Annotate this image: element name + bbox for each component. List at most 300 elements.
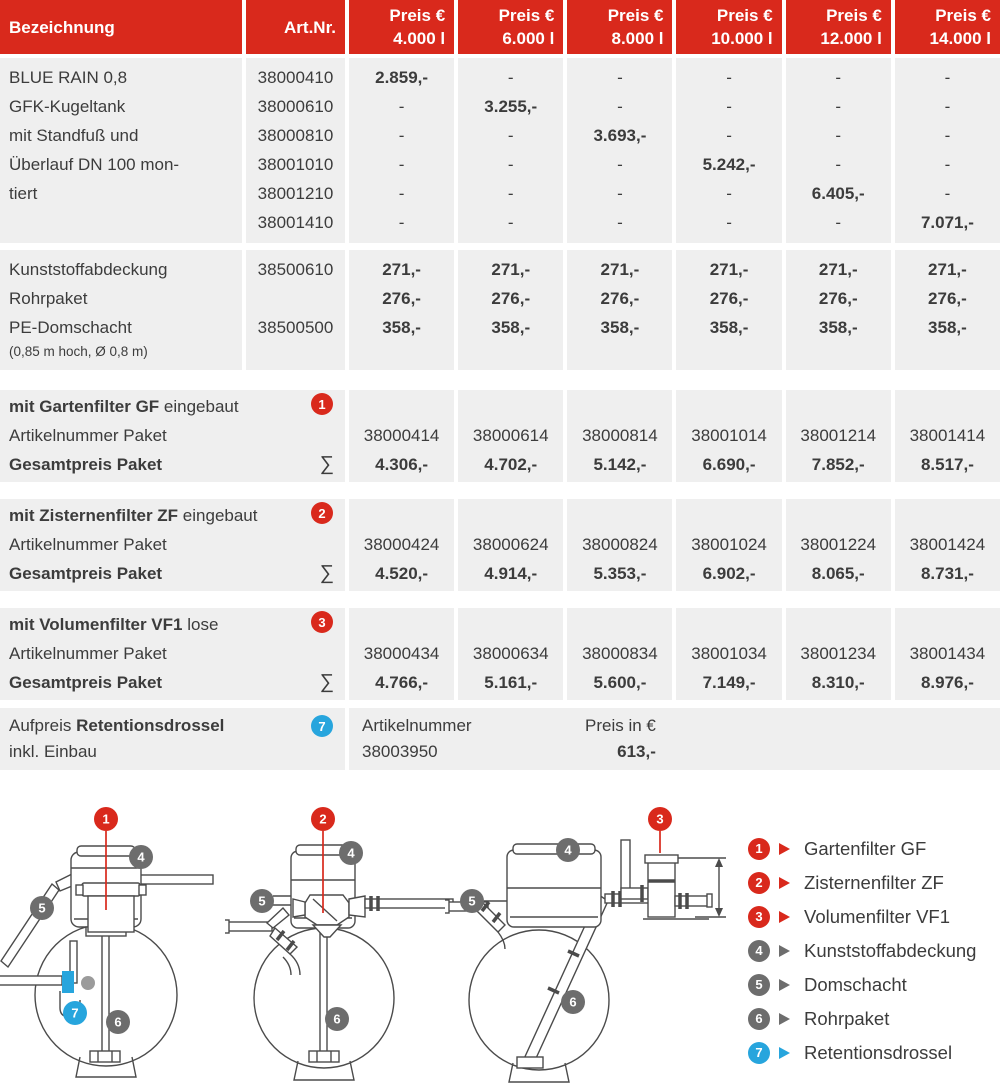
package-title-rest: eingebaut [159, 397, 239, 416]
package-total-cell: 7.149,- [702, 673, 756, 692]
legend-badge: 4 [748, 940, 770, 962]
marker-5 [460, 889, 484, 913]
pipe-foot [309, 1051, 339, 1062]
package-price-block [895, 608, 1000, 700]
price-cell: 276,- [818, 289, 858, 308]
price-cell: 271,- [709, 260, 749, 279]
accessory-label-line: PE-Domschacht [9, 318, 132, 337]
throttle-knob [81, 976, 95, 990]
marker-2 [311, 807, 335, 831]
price-cell: 358,- [600, 318, 640, 337]
product-description-line: Überlauf DN 100 mon- [9, 155, 180, 174]
price-cell: - [507, 68, 514, 87]
package-badge: 2 [311, 502, 333, 524]
package-artnr-cell: 38001014 [691, 426, 767, 445]
artnr-cell: 38001210 [257, 184, 334, 203]
price-label: Preis € [498, 6, 555, 25]
empty-cell [786, 392, 891, 421]
price-cell: - [398, 97, 405, 116]
legend-item [748, 1042, 976, 1064]
svg-text:5: 5 [468, 893, 476, 909]
artnr-cell: 38000410 [257, 68, 334, 87]
surcharge-artnr-value: 38003950 [362, 742, 438, 761]
marker-5 [30, 896, 54, 920]
surcharge-title-prefix: Aufpreis [9, 716, 77, 735]
package-price-block [676, 390, 781, 482]
package-title [0, 610, 345, 639]
price-cell: - [398, 213, 405, 232]
package-label-block [0, 608, 345, 700]
legend-arrow-icon [779, 1047, 790, 1059]
artnr-cell [246, 284, 345, 313]
package-title-bold: mit Zisternenfilter ZF [9, 506, 179, 525]
marker-3 [648, 807, 672, 831]
empty-cell [676, 392, 781, 421]
section-accessories [0, 250, 1000, 370]
artnr-cell: 38500500 [257, 318, 334, 337]
marker-4 [339, 841, 363, 865]
price-cell: - [726, 213, 732, 232]
svg-text:4: 4 [347, 845, 355, 861]
package-title [0, 392, 345, 421]
legend-badge: 5 [748, 974, 770, 996]
column-header-size-6 [895, 0, 1000, 54]
price-cell: - [835, 155, 842, 174]
marker-6 [561, 990, 585, 1014]
legend-badge: 6 [748, 1008, 770, 1030]
price-cell: - [617, 68, 623, 87]
price-column-block [786, 250, 891, 370]
price-cell: 276,- [382, 289, 421, 308]
product-description-line: mit Standfuß und [9, 126, 139, 145]
pipe-foot [90, 1051, 120, 1062]
package-total-cell: 7.852,- [811, 455, 865, 474]
column-header-size-2 [458, 0, 563, 54]
package-artnr-cell: 38000614 [472, 426, 549, 445]
price-cell: 271,- [600, 260, 640, 279]
surcharge-badge: 7 [311, 715, 333, 737]
artnr-cell: 38000810 [257, 126, 334, 145]
surcharge-price-label: Preis in € [585, 716, 656, 735]
package-total-cell: 8.731,- [920, 564, 974, 583]
package-artnr-cell: 38001414 [909, 426, 986, 445]
zisternenfilter-body [305, 895, 349, 925]
surcharge-title-bold: Retentionsdrossel [76, 716, 225, 735]
price-cell: - [944, 97, 951, 116]
price-column-block [567, 250, 672, 370]
package-price-block [567, 608, 672, 700]
marker-6 [106, 1010, 130, 1034]
package-total-line [0, 668, 345, 697]
legend-arrow-icon [779, 843, 790, 855]
price-cell: - [944, 184, 951, 203]
price-label: Preis € [607, 6, 664, 25]
price-cell: - [398, 155, 405, 174]
sigma-symbol: ∑ [319, 562, 334, 584]
price-cell: 6.405,- [811, 184, 865, 203]
price-cell: 276,- [928, 289, 967, 308]
package-badge: 3 [311, 611, 333, 633]
price-cell: - [835, 97, 842, 116]
marker-5 [250, 889, 274, 913]
price-cell: 276,- [709, 289, 749, 308]
price-column-block [567, 58, 672, 243]
empty-cell [676, 610, 781, 639]
product-artnr-block [246, 58, 345, 243]
package-total-cell: 5.353,- [593, 564, 647, 583]
legend-label: Gartenfilter GF [804, 838, 927, 859]
package-artnr-cell: 38001034 [691, 644, 767, 663]
accessory-label-line: Rohrpaket [9, 289, 88, 308]
empty-cell [786, 610, 891, 639]
price-column-block [895, 250, 1000, 370]
package-price-block [349, 390, 454, 482]
marker-1 [94, 807, 118, 831]
price-cell: 276,- [600, 289, 640, 308]
price-cell: 358,- [709, 318, 749, 337]
empty-cell [458, 501, 563, 530]
gartenfilter-body [88, 896, 134, 932]
package-artnr-cell: 38001214 [800, 426, 877, 445]
price-cell: - [398, 126, 405, 145]
package-artnr-cell: 38000424 [363, 535, 440, 554]
marker-7 [63, 1001, 87, 1025]
package-total-cell: 4.702,- [484, 455, 538, 474]
empty-cell [676, 501, 781, 530]
package-artnr-cell: 38001224 [800, 535, 877, 554]
package-total-line [0, 450, 345, 479]
volumenfilter-body [648, 858, 675, 917]
package-artnr-label: Artikelnummer Paket [9, 535, 167, 554]
sigma-symbol: ∑ [319, 453, 334, 475]
package-artnr-cell: 38001024 [691, 535, 767, 554]
surcharge-value-block [349, 708, 1000, 770]
legend-label: Retentionsdrossel [804, 1042, 953, 1063]
legend-item [748, 838, 976, 860]
legend-item [748, 1008, 976, 1030]
section-package-2 [0, 499, 1000, 591]
domschacht-pipe [1, 884, 59, 967]
price-label: Preis € [716, 6, 773, 25]
price-cell: 271,- [818, 260, 858, 279]
package-price-block [676, 499, 781, 591]
svg-text:2: 2 [319, 811, 327, 827]
legend-label: Zisternenfilter ZF [804, 872, 944, 893]
price-cell: - [726, 126, 732, 145]
price-cell: - [507, 126, 514, 145]
price-cell: - [617, 155, 623, 174]
package-title-bold: mit Volumenfilter VF1 [9, 615, 183, 634]
price-column-block [349, 250, 454, 370]
price-cell: - [944, 126, 951, 145]
marker-6 [325, 1007, 349, 1031]
svg-text:6: 6 [114, 1014, 122, 1030]
price-cell: - [726, 68, 732, 87]
legend-item [748, 906, 976, 928]
package-title-rest: eingebaut [178, 506, 258, 525]
price-cell: - [944, 68, 951, 87]
package-label-block [0, 499, 345, 591]
package-total-label: Gesamtpreis Paket [9, 455, 163, 474]
accessory-label-line: Kunststoffabdeckung [9, 260, 168, 279]
product-description-line [0, 208, 242, 237]
column-header-size-4 [676, 0, 781, 54]
artnr-cell: 38001410 [257, 213, 334, 232]
size-label: 8.000 l [611, 29, 664, 48]
price-cell: 2.859,- [375, 68, 429, 87]
price-cell: - [398, 184, 405, 203]
legend-label: Volumenfilter VF1 [804, 906, 951, 927]
legend-arrow-icon [779, 877, 790, 889]
price-column-block [676, 250, 781, 370]
marker-4 [556, 838, 580, 862]
legend-badge: 3 [748, 906, 770, 928]
legend-badge: 7 [748, 1042, 770, 1064]
package-total-cell: 4.306,- [375, 455, 429, 474]
legend-item [748, 940, 976, 962]
legend-arrow-icon [779, 979, 790, 991]
price-cell: - [617, 213, 623, 232]
legend-arrow-icon [779, 1013, 790, 1025]
empty-cell [349, 392, 454, 421]
package-title-bold: mit Gartenfilter GF [9, 397, 160, 416]
size-label: 14.000 l [929, 29, 991, 48]
column-header-bezeichnung: Bezeichnung [0, 0, 242, 54]
package-total-cell: 6.902,- [702, 564, 756, 583]
package-total-cell: 5.600,- [593, 673, 647, 692]
package-total-cell: 4.766,- [375, 673, 429, 692]
section-package-1 [0, 390, 1000, 482]
diagram-volumenfilter-tank [445, 795, 745, 1084]
filter-clamp [82, 883, 140, 896]
price-cell: - [726, 97, 732, 116]
riser-pipe [621, 840, 630, 890]
product-description-block [0, 58, 242, 243]
size-label: 12.000 l [820, 29, 882, 48]
package-artnr-label: Artikelnummer Paket [9, 426, 167, 445]
price-column-block [349, 58, 454, 243]
package-price-block [349, 499, 454, 591]
rohrpaket-pipe [102, 931, 109, 1053]
package-total-cell: 4.520,- [375, 564, 429, 583]
cover-stub [56, 874, 72, 891]
price-column-block [895, 58, 1000, 243]
price-cell: - [617, 97, 623, 116]
package-price-block [895, 390, 1000, 482]
package-artnr-cell: 38000634 [472, 644, 549, 663]
package-price-block [676, 608, 781, 700]
price-cell: 358,- [491, 318, 531, 337]
package-badge: 1 [311, 393, 333, 415]
legend [748, 838, 976, 1076]
empty-cell [567, 392, 672, 421]
sigma-symbol: ∑ [319, 671, 334, 693]
legend-item [748, 872, 976, 894]
size-label: 6.000 l [502, 29, 555, 48]
package-artnr-cell: 38000414 [363, 426, 440, 445]
diagram-zisternenfilter-tank [225, 795, 455, 1084]
package-total-label: Gesamtpreis Paket [9, 673, 163, 692]
package-artnr-label: Artikelnummer Paket [9, 644, 167, 663]
section-product [0, 58, 1000, 243]
legend-label: Domschacht [804, 974, 907, 995]
size-label: 10.000 l [711, 29, 773, 48]
package-total-cell: 8.976,- [920, 673, 974, 692]
svg-text:4: 4 [564, 842, 572, 858]
price-cell: 271,- [491, 260, 531, 279]
package-total-cell: 8.065,- [811, 564, 865, 583]
package-title [0, 501, 345, 530]
empty-cell [458, 392, 563, 421]
svg-text:1: 1 [102, 811, 110, 827]
package-total-cell: 5.142,- [593, 455, 647, 474]
package-price-block [567, 499, 672, 591]
svg-text:5: 5 [38, 900, 46, 916]
legend-label: Rohrpaket [804, 1008, 890, 1029]
price-cell: 271,- [928, 260, 967, 279]
inlet-pipe [0, 976, 62, 985]
legend-item [748, 974, 976, 996]
package-artnr-cell: 38000824 [582, 535, 658, 554]
price-cell: 271,- [382, 260, 421, 279]
legend-badge: 2 [748, 872, 770, 894]
column-header-size-1 [349, 0, 454, 54]
column-header-size-5 [786, 0, 891, 54]
legend-arrow-icon [779, 911, 790, 923]
surcharge-label-block [0, 708, 345, 770]
package-artnr-cell: 38000814 [582, 426, 658, 445]
column-header-size-3 [567, 0, 672, 54]
surcharge-price-value: 613,- [617, 742, 656, 761]
surcharge-title [0, 713, 345, 739]
price-cell: - [507, 155, 514, 174]
package-price-block [458, 608, 563, 700]
legend-badge: 1 [748, 838, 770, 860]
package-total-line [0, 559, 345, 588]
product-description-line: tiert [9, 184, 38, 203]
accessory-note: (0,85 m hoch, Ø 0,8 m) [9, 344, 148, 359]
price-cell: 358,- [382, 318, 421, 337]
section-package-3 [0, 608, 1000, 700]
package-title-rest: lose [182, 615, 219, 634]
price-cell: - [507, 213, 514, 232]
price-cell: 276,- [491, 289, 531, 308]
empty-cell [786, 501, 891, 530]
package-artnr-cell: 38001434 [909, 644, 986, 663]
package-price-block [567, 390, 672, 482]
package-price-block [786, 608, 891, 700]
legend-arrow-icon [779, 945, 790, 957]
price-label: Preis € [935, 6, 991, 25]
column-header-artnr: Art.Nr. [246, 0, 345, 54]
price-column-block [458, 250, 563, 370]
rohrpaket-pipe [320, 928, 327, 1053]
cover-lid [513, 844, 595, 854]
price-cell: 358,- [928, 318, 967, 337]
surcharge-price [585, 713, 656, 765]
tank-base [294, 1061, 354, 1080]
filter-port-right [349, 896, 365, 917]
artnr-cell: 38001010 [257, 155, 334, 174]
package-price-block [349, 608, 454, 700]
empty-cell [458, 610, 563, 639]
price-column-block [676, 58, 781, 243]
package-artnr-cell: 38001234 [800, 644, 877, 663]
filter-port-left [293, 899, 305, 917]
package-artnr-cell: 38000834 [582, 644, 658, 663]
empty-cell [895, 501, 1000, 530]
price-cell: 3.693,- [593, 126, 647, 145]
package-total-cell: 4.914,- [484, 564, 538, 583]
package-total-cell: 8.310,- [811, 673, 865, 692]
price-cell: 7.071,- [920, 213, 974, 232]
price-column-block [786, 58, 891, 243]
legend-label: Kunststoffabdeckung [804, 940, 977, 961]
package-artnr-cell: 38000434 [363, 644, 440, 663]
price-cell: - [835, 213, 842, 232]
accessory-artnr-block [246, 250, 345, 370]
package-price-block [895, 499, 1000, 591]
surcharge-artnr-label: Artikelnummer [362, 716, 472, 735]
price-cell: 3.255,- [484, 97, 538, 116]
svg-text:3: 3 [656, 811, 664, 827]
package-price-block [458, 499, 563, 591]
overflow-pipe [140, 875, 213, 884]
package-price-block [458, 390, 563, 482]
accessory-label-block [0, 250, 242, 370]
empty-cell [349, 501, 454, 530]
price-cell: - [835, 126, 842, 145]
artnr-cell: 38000610 [257, 97, 334, 116]
price-column-block [458, 58, 563, 243]
surcharge-subtitle: inkl. Einbau [9, 742, 97, 761]
price-cell: - [944, 155, 951, 174]
surcharge-artnr [362, 713, 472, 765]
svg-text:6: 6 [333, 1011, 341, 1027]
diagram-gartenfilter-tank [0, 795, 230, 1084]
price-label: Preis € [826, 6, 882, 25]
price-cell: - [835, 68, 842, 87]
price-cell: - [507, 184, 514, 203]
package-total-cell: 6.690,- [702, 455, 756, 474]
table-header-row [0, 0, 1000, 54]
price-label: Preis € [389, 6, 446, 25]
empty-cell [895, 610, 1000, 639]
section-surcharge [0, 708, 1000, 770]
product-description-line: BLUE RAIN 0,8 [9, 68, 128, 87]
package-artnr-cell: 38000624 [472, 535, 549, 554]
empty-cell [895, 392, 1000, 421]
svg-text:5: 5 [258, 893, 266, 909]
price-cell: - [617, 184, 623, 203]
package-artnr-cell: 38001424 [909, 535, 986, 554]
price-cell: - [726, 184, 732, 203]
package-price-block [786, 499, 891, 591]
empty-cell [567, 610, 672, 639]
pipe-foot [517, 1057, 543, 1068]
price-cell: 5.242,- [702, 155, 756, 174]
package-total-cell: 8.517,- [920, 455, 974, 474]
empty-cell [349, 610, 454, 639]
inlet-pipe [225, 922, 272, 931]
marker-4 [129, 845, 153, 869]
package-total-label: Gesamtpreis Paket [9, 564, 163, 583]
size-label: 4.000 l [393, 29, 446, 48]
package-total-cell: 5.161,- [484, 673, 538, 692]
svg-text:7: 7 [71, 1005, 79, 1021]
svg-text:6: 6 [569, 994, 577, 1010]
package-label-block [0, 390, 345, 482]
